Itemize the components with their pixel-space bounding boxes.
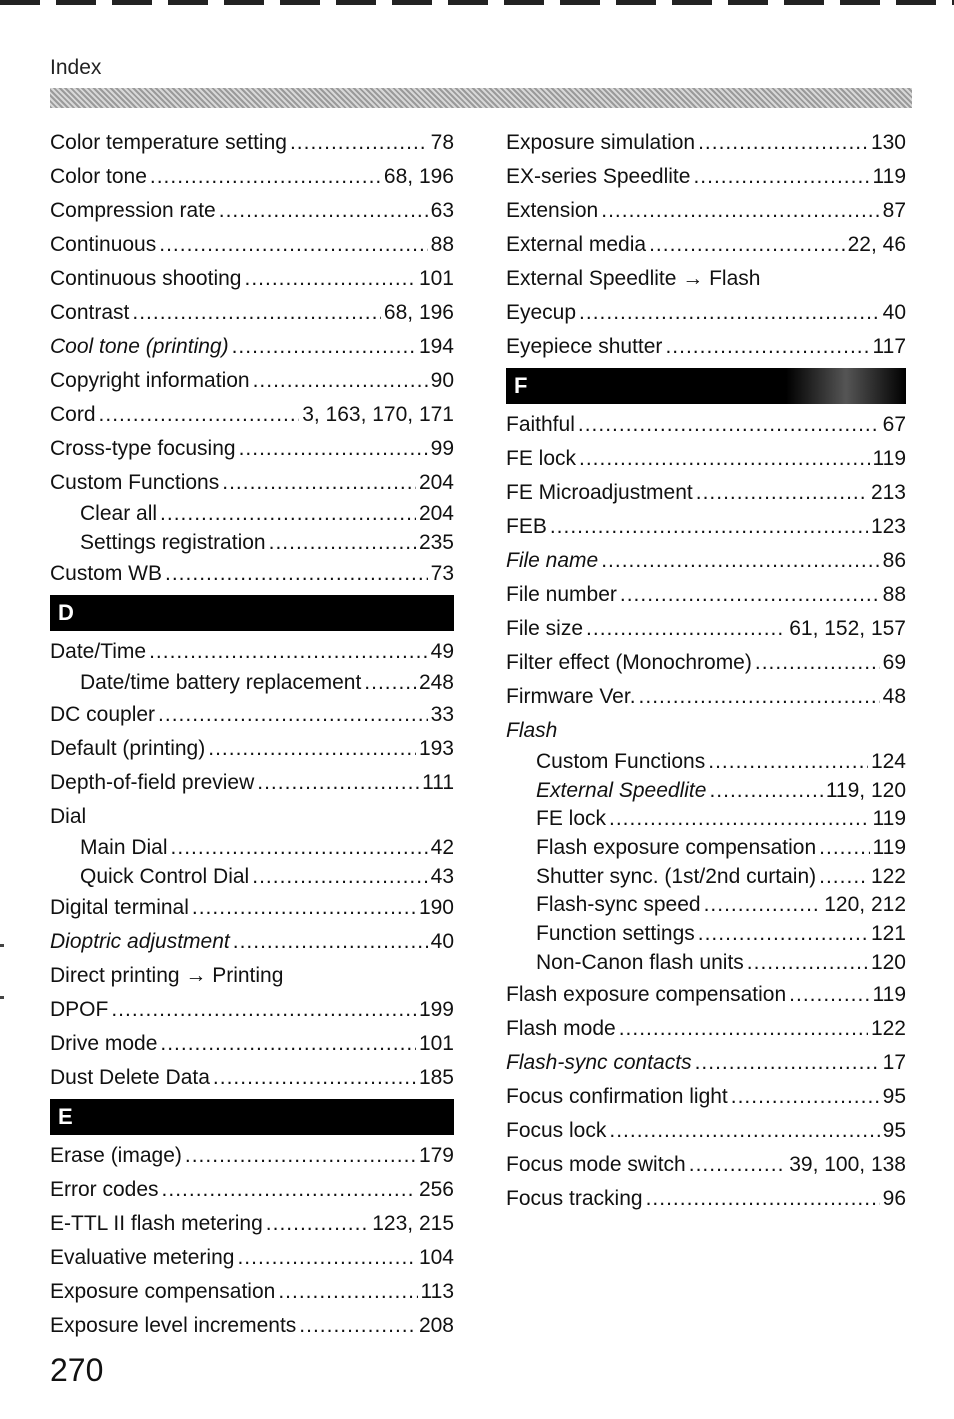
index-entry	[50, 194, 454, 228]
entry-label: Main Dial	[80, 836, 168, 860]
entry-label: Eyepiece shutter	[506, 335, 663, 358]
index-subentry	[506, 834, 906, 863]
index-entry	[50, 1139, 454, 1173]
entry-label: Focus tracking	[506, 1186, 643, 1210]
entry-label: Dial	[50, 805, 87, 829]
entry-label: Contrast	[50, 301, 130, 324]
index-entry	[50, 126, 454, 160]
dot-leader	[160, 500, 416, 529]
dot-leader	[619, 1012, 868, 1046]
page-reference: 3, 163, 170, 171	[302, 403, 454, 426]
page-reference: 90	[430, 369, 454, 392]
entry-label: Eyecup	[506, 301, 577, 324]
page-reference: 86	[882, 549, 906, 572]
dot-leader	[290, 126, 428, 160]
entry-label: Focus lock	[506, 1118, 607, 1142]
page-reference: 101	[418, 1032, 454, 1056]
page-reference: 119	[872, 807, 906, 831]
page-reference: 204	[418, 471, 454, 494]
entry-label: Filter effect (Monochrome)	[506, 651, 752, 674]
entry-label: Drive mode	[50, 1032, 158, 1056]
dot-leader	[364, 669, 416, 698]
dot-leader	[708, 748, 868, 777]
page-reference: 120, 212	[824, 893, 906, 917]
page-reference: 199	[418, 998, 454, 1022]
margin-tick	[0, 996, 4, 999]
index-entry	[506, 646, 906, 680]
page-reference: 194	[418, 335, 454, 358]
page-reference: 190	[418, 896, 454, 920]
dot-leader	[269, 529, 416, 558]
dot-leader	[239, 432, 428, 466]
page-reference: 33	[430, 703, 454, 727]
page-reference: 39, 100, 138	[789, 1152, 906, 1176]
index-entry	[506, 544, 906, 578]
entry-label: Function settings	[536, 922, 695, 946]
page-reference: 208	[418, 1314, 454, 1338]
page-reference: 95	[882, 1118, 906, 1142]
dot-leader	[586, 612, 786, 646]
index-entry	[506, 1182, 906, 1216]
entry-label: File size	[506, 617, 584, 640]
dot-leader	[185, 1139, 416, 1173]
index-entry	[506, 160, 906, 194]
dot-leader	[111, 993, 416, 1027]
page-reference: 63	[430, 199, 454, 222]
dot-leader	[299, 1309, 416, 1343]
index-entry	[50, 262, 454, 296]
page-reference: 204	[418, 502, 454, 525]
index-entry	[506, 714, 906, 748]
margin-tick	[0, 944, 4, 947]
index-entry	[50, 925, 454, 959]
index-entry	[50, 1027, 454, 1061]
entry-label: Custom WB	[50, 562, 163, 586]
dot-leader	[132, 296, 381, 330]
page-reference: 193	[418, 737, 454, 761]
dot-leader	[698, 126, 868, 160]
index-entry	[506, 612, 906, 646]
dot-leader	[162, 1173, 416, 1207]
index-subentry	[50, 669, 454, 698]
page-reference: 88	[882, 583, 906, 606]
index-entry	[50, 993, 454, 1027]
index-entry	[506, 680, 906, 714]
page-reference: 104	[418, 1246, 454, 1270]
page-reference: 22, 46	[847, 233, 906, 256]
entry-label: Focus confirmation light	[506, 1084, 728, 1108]
page-reference: 113	[420, 1280, 454, 1304]
entry-label: Shutter sync. (1st/2nd curtain)	[536, 864, 817, 888]
section-header: Index	[50, 56, 102, 79]
entry-label: File name	[506, 549, 599, 572]
entry-label: Error codes	[50, 1178, 159, 1202]
dot-leader	[601, 194, 879, 228]
entry-label: Dust Delete Data	[50, 1066, 210, 1090]
dot-leader	[578, 408, 880, 442]
index-entry	[50, 228, 454, 262]
dot-leader	[159, 228, 427, 262]
page-reference: 42	[430, 836, 454, 860]
entry-label: Depth-of-field preview	[50, 771, 255, 795]
dot-leader	[99, 398, 300, 432]
entry-label: Digital terminal	[50, 896, 189, 920]
dot-leader	[233, 925, 428, 959]
dot-leader	[696, 476, 868, 510]
entry-label: External Speedlite → Flash	[506, 267, 761, 290]
dot-leader	[219, 194, 428, 228]
index-subentry	[50, 529, 454, 558]
dot-leader	[698, 920, 868, 949]
page-reference: 17	[882, 1050, 906, 1074]
page-reference: 68, 196	[383, 165, 454, 188]
index-entry	[506, 408, 906, 442]
index-entry	[50, 160, 454, 194]
index-entry	[506, 578, 906, 612]
index-entry	[50, 766, 454, 800]
dot-leader	[579, 442, 870, 476]
page-reference: 130	[870, 131, 906, 154]
page-reference: 69	[882, 651, 906, 674]
entry-label: Clear all	[80, 502, 158, 525]
page-reference: 122	[870, 864, 906, 888]
dot-leader	[609, 805, 870, 834]
entry-label: Flash mode	[506, 1016, 616, 1040]
index-entry	[50, 1241, 454, 1275]
index-entry	[506, 510, 906, 544]
index-entry	[50, 296, 454, 330]
index-subentry	[506, 748, 906, 777]
dot-leader	[709, 777, 822, 806]
entry-label: FE Microadjustment	[506, 481, 693, 504]
page-reference: 122	[870, 1016, 906, 1040]
dot-leader	[695, 1046, 880, 1080]
dot-leader	[222, 466, 416, 500]
entry-label: Date/Time	[50, 640, 147, 664]
entry-label: FE lock	[536, 807, 607, 831]
entry-label: EX-series Speedlite	[506, 165, 691, 188]
page-reference: 43	[430, 864, 454, 888]
index-entry	[50, 1207, 454, 1241]
entry-label: Flash exposure compensation	[506, 982, 787, 1006]
index-entry	[506, 978, 906, 1012]
index-column-right	[506, 126, 906, 1216]
dot-leader	[609, 1114, 879, 1148]
index-subentry	[50, 834, 454, 863]
page-reference: 235	[418, 530, 454, 554]
entry-label: Color temperature setting	[50, 131, 287, 154]
index-subentry	[50, 500, 454, 529]
header-band	[50, 88, 912, 108]
page-reference: 117	[872, 335, 906, 358]
entry-label: Flash	[506, 719, 558, 742]
entry-label: FEB	[506, 515, 547, 538]
page-reference: 48	[882, 685, 906, 708]
page-reference: 120	[870, 950, 906, 974]
index-subentry	[50, 863, 454, 892]
page-reference: 256	[418, 1178, 454, 1202]
page-reference: 78	[430, 131, 454, 154]
page-reference: 119	[872, 836, 906, 860]
entry-label: Flash exposure compensation	[536, 836, 817, 860]
index-subentry	[506, 805, 906, 834]
dot-leader	[232, 330, 416, 364]
entry-label: Color tone	[50, 165, 147, 188]
dot-leader	[579, 296, 880, 330]
section-letter-d: D	[50, 595, 454, 631]
index-entry	[506, 476, 906, 510]
index-entry	[506, 1012, 906, 1046]
page-reference: 73	[430, 562, 454, 586]
dot-leader	[747, 949, 868, 978]
entry-label: File number	[506, 583, 617, 606]
entry-label: Extension	[506, 199, 599, 222]
index-entry	[50, 635, 454, 669]
dot-leader	[755, 646, 880, 680]
dot-leader	[158, 698, 428, 732]
page-reference: 124	[870, 750, 906, 773]
index-entry	[50, 732, 454, 766]
page-reference: 87	[882, 199, 906, 222]
dot-leader	[550, 510, 868, 544]
page-reference: 96	[882, 1186, 906, 1210]
entry-label: Default (printing)	[50, 737, 206, 761]
page-reference: 95	[882, 1084, 906, 1108]
dot-leader	[244, 262, 415, 296]
entry-label: Cord	[50, 403, 96, 426]
index-entry	[506, 262, 906, 296]
page-reference: 111	[422, 771, 454, 795]
page-reference: 121	[870, 922, 906, 946]
page-reference: 119, 120	[825, 778, 906, 802]
entry-label: Direct printing → Printing	[50, 964, 284, 988]
index-entry	[506, 1148, 906, 1182]
section-letter-e: E	[50, 1099, 454, 1135]
index-column-left	[50, 126, 454, 1343]
entry-label: Continuous	[50, 233, 157, 256]
index-entry	[50, 398, 454, 432]
entry-label: Exposure level increments	[50, 1314, 297, 1338]
page-reference: 68, 196	[383, 301, 454, 324]
page-reference: 49	[430, 640, 454, 664]
dot-leader	[649, 228, 845, 262]
entry-label: Focus mode switch	[506, 1152, 686, 1176]
page-reference: 40	[430, 930, 454, 954]
entry-label: Cool tone (printing)	[50, 335, 229, 358]
index-entry	[50, 557, 454, 591]
dot-leader	[620, 578, 880, 612]
index-entry	[50, 330, 454, 364]
entry-label: Flash-sync contacts	[506, 1050, 692, 1074]
entry-label: External Speedlite	[536, 778, 707, 802]
page-reference: 61, 152, 157	[789, 617, 906, 640]
index-entry	[506, 1046, 906, 1080]
dot-leader	[639, 680, 880, 714]
page-reference: 179	[418, 1144, 454, 1168]
entry-label: External media	[506, 233, 647, 256]
entry-label: Compression rate	[50, 199, 216, 222]
index-entry	[50, 1173, 454, 1207]
index-entry	[50, 698, 454, 732]
page-reference: 119	[872, 982, 906, 1006]
dot-leader	[704, 891, 822, 920]
index-entry	[50, 364, 454, 398]
index-entry	[506, 296, 906, 330]
entry-label: Continuous shooting	[50, 267, 242, 290]
entry-label: Exposure simulation	[506, 131, 696, 154]
dot-leader	[253, 364, 428, 398]
entry-label: FE lock	[506, 447, 577, 470]
entry-label: Custom Functions	[536, 750, 706, 773]
top-rule	[0, 0, 954, 5]
page-reference: 119	[872, 165, 906, 188]
index-subentry	[506, 891, 906, 920]
entry-label: Faithful	[506, 413, 575, 436]
index-subentry	[506, 863, 906, 892]
index-entry	[50, 466, 454, 500]
index-entry	[506, 1080, 906, 1114]
entry-label: Flash-sync speed	[536, 893, 701, 917]
entry-label: DC coupler	[50, 703, 156, 727]
dot-leader	[665, 330, 869, 364]
index-entry	[50, 800, 454, 834]
entry-label: Dioptric adjustment	[50, 930, 230, 954]
entry-label: Firmware Ver.	[506, 685, 636, 708]
dot-leader	[192, 891, 416, 925]
dot-leader	[689, 1148, 786, 1182]
dot-leader	[266, 1207, 369, 1241]
dot-leader	[601, 544, 879, 578]
entry-label: Evaluative metering	[50, 1246, 235, 1270]
dot-leader	[150, 160, 381, 194]
entry-label: Copyright information	[50, 369, 250, 392]
index-subentry	[506, 949, 906, 978]
index-entry	[50, 1061, 454, 1095]
index-entry	[50, 432, 454, 466]
entry-label: Quick Control Dial	[80, 864, 250, 888]
index-entry	[50, 1275, 454, 1309]
page-reference: 123	[870, 515, 906, 538]
dot-leader	[237, 1241, 416, 1275]
dot-leader	[278, 1275, 417, 1309]
entry-label: Custom Functions	[50, 471, 220, 494]
index-entry	[50, 1309, 454, 1343]
dot-leader	[257, 766, 419, 800]
dot-leader	[646, 1182, 880, 1216]
index-entry	[506, 1114, 906, 1148]
page-reference: 99	[430, 437, 454, 460]
dot-leader	[789, 978, 869, 1012]
index-entry	[506, 442, 906, 476]
page-reference: 40	[882, 301, 906, 324]
entry-label: Cross-type focusing	[50, 437, 236, 460]
entry-label: Erase (image)	[50, 1144, 182, 1168]
page-reference: 123, 215	[372, 1212, 454, 1236]
entry-label: Exposure compensation	[50, 1280, 276, 1304]
dot-leader	[208, 732, 416, 766]
entry-label: Non-Canon flash units	[536, 950, 744, 974]
index-entry	[506, 194, 906, 228]
section-letter-f: F	[506, 368, 906, 404]
dot-leader	[149, 635, 428, 669]
index-entry	[506, 330, 906, 364]
index-entry	[50, 959, 454, 993]
entry-label: E-TTL II flash metering	[50, 1212, 263, 1236]
dot-leader	[731, 1080, 880, 1114]
dot-leader	[213, 1061, 416, 1095]
dot-leader	[171, 834, 428, 863]
dot-leader	[252, 863, 427, 892]
page-reference: 88	[430, 233, 454, 256]
dot-leader	[819, 834, 869, 863]
page-number: 270	[50, 1352, 104, 1388]
entry-label: Date/time battery replacement	[80, 671, 362, 695]
page-reference: 213	[870, 481, 906, 504]
dot-leader	[165, 557, 428, 591]
index-entry	[506, 126, 906, 160]
index-subentry	[506, 920, 906, 949]
index-subentry	[506, 777, 906, 806]
entry-label: DPOF	[50, 998, 109, 1022]
page-reference: 185	[418, 1066, 454, 1090]
page-reference: 119	[872, 447, 906, 470]
page-reference: 101	[418, 267, 454, 290]
page-reference: 248	[418, 671, 454, 695]
dot-leader	[693, 160, 869, 194]
entry-label: Settings registration	[80, 530, 266, 554]
dot-leader	[819, 863, 868, 892]
index-entry	[50, 891, 454, 925]
index-entry	[506, 228, 906, 262]
page-reference: 67	[882, 413, 906, 436]
dot-leader	[160, 1027, 416, 1061]
